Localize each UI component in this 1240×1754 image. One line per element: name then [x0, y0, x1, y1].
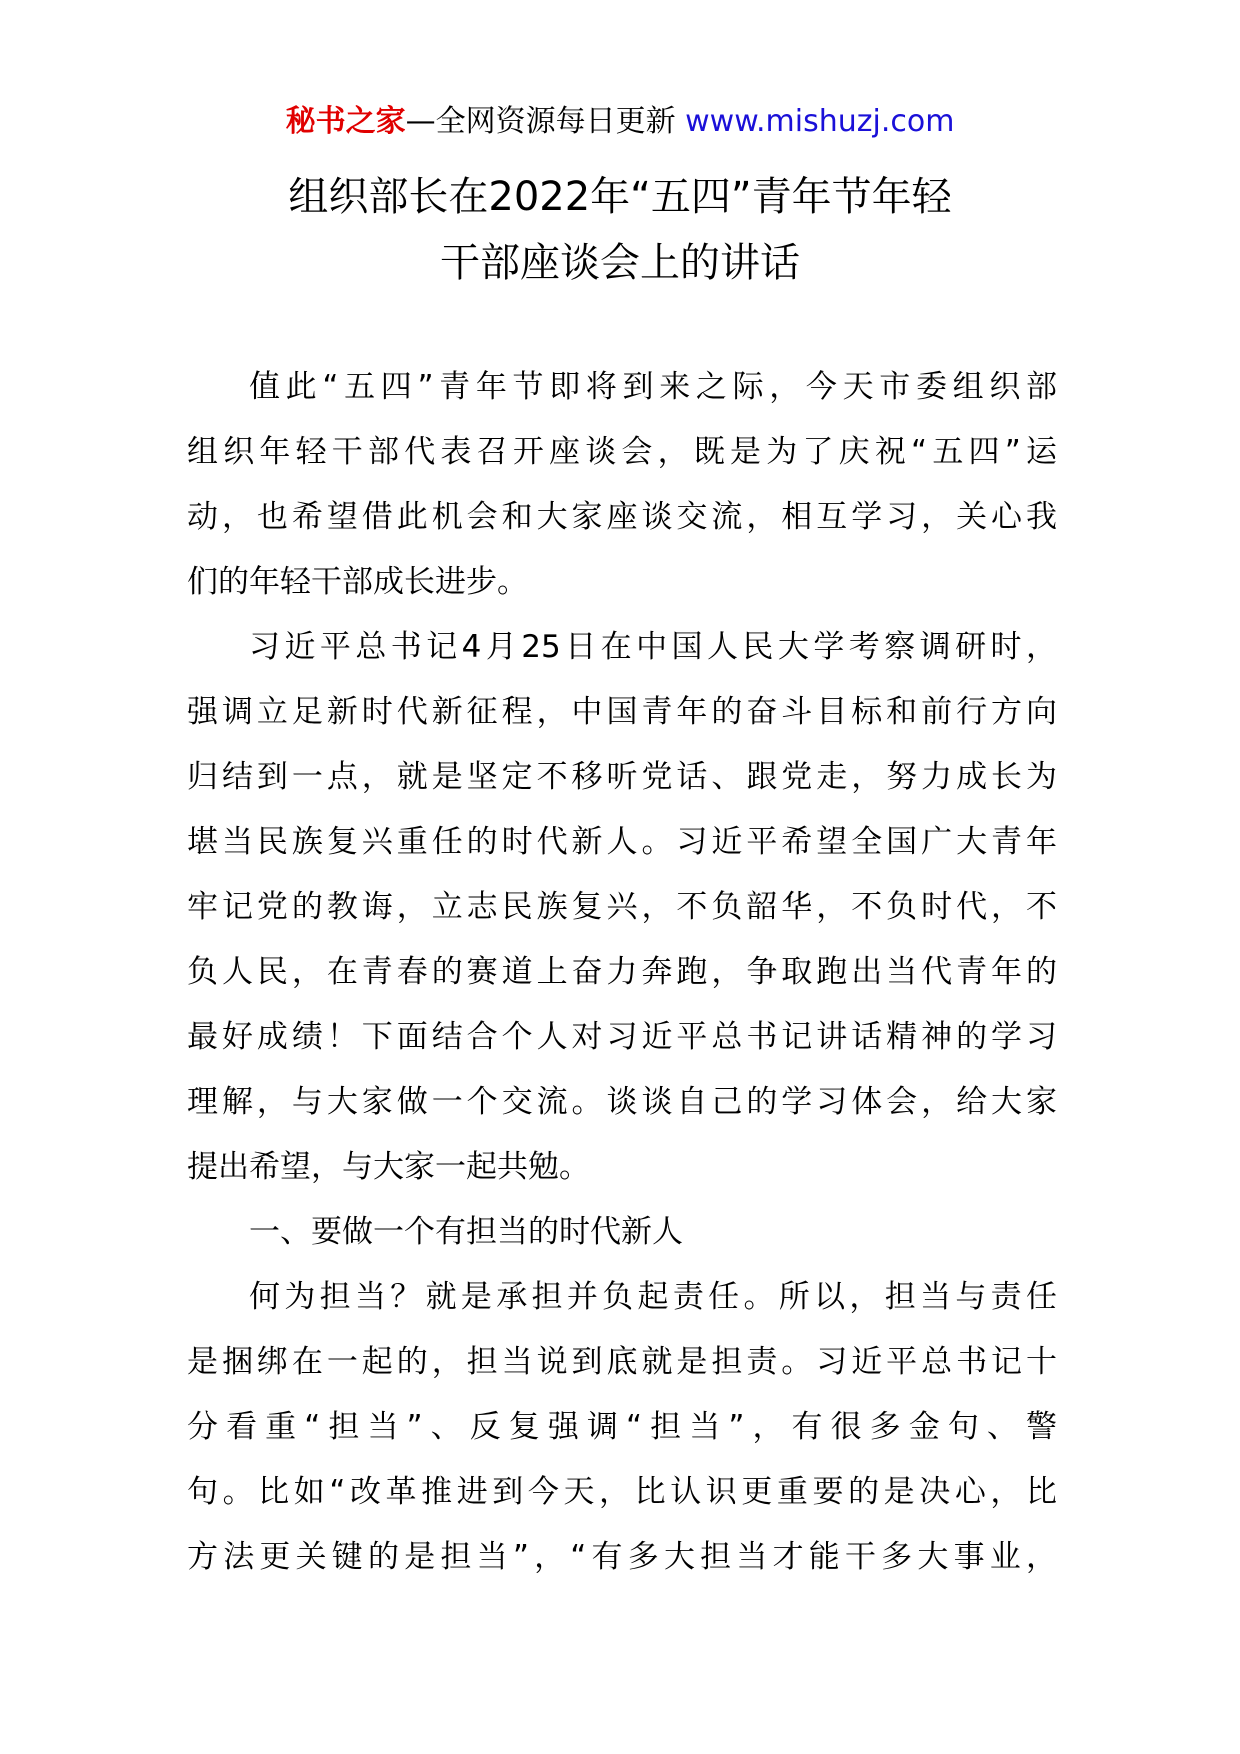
text-line: 分看重“担当”、反复强调“担当”，有很多金句、警 [187, 1409, 1057, 1445]
text-line: 归结到一点，就是坚定不移听党话、跟党走，努力成长为 [187, 759, 1057, 795]
text-line: 们的年轻干部成长进步。 [187, 564, 528, 600]
document-title [180, 164, 1060, 296]
text-line: 方法更关键的是担当”，“有多大担当才能干多大事业， [187, 1539, 1057, 1575]
header-tagline: —全网资源每日更新 [405, 104, 676, 139]
title-line-1: 组织部长在2022年“五四”青年节年轻 [288, 174, 952, 220]
section-heading [187, 1200, 1057, 1265]
text-line: 是捆绑在一起的，担当说到底就是担责。习近平总书记十 [187, 1344, 1057, 1380]
document-body [187, 355, 1057, 1590]
text-line: 何为担当？就是承担并负起责任。所以，担当与责任 [249, 1279, 1057, 1315]
site-header [0, 100, 1240, 144]
text-line: 堪当民族复兴重任的时代新人。习近平希望全国广大青年 [187, 824, 1057, 860]
text-line: 提出希望，与大家一起共勉。 [187, 1149, 590, 1185]
brand-name: 秘书之家 [285, 104, 406, 139]
title-line-2: 干部座谈会上的讲话 [440, 240, 800, 286]
heading-line: 一、要做一个有担当的时代新人 [249, 1214, 683, 1250]
text-line: 强调立足新时代新征程，中国青年的奋斗目标和前行方向 [187, 694, 1057, 730]
text-line: 理解，与大家做一个交流。谈谈自己的学习体会，给大家 [187, 1084, 1057, 1120]
text-line: 最好成绩！下面结合个人对习近平总书记讲话精神的学习 [187, 1019, 1057, 1055]
text-line: 句。比如“改革推进到今天，比认识更重要的是决心，比 [187, 1474, 1057, 1510]
paragraph-opening [187, 355, 1057, 615]
text-line: 值此“五四”青年节即将到来之际，今天市委组织部 [249, 369, 1057, 405]
text-line: 习近平总书记4月25日在中国人民大学考察调研时， [249, 629, 1057, 665]
text-line: 牢记党的教诲，立志民族复兴，不负韶华，不负时代，不 [187, 889, 1057, 925]
text-line: 组织年轻干部代表召开座谈会，既是为了庆祝“五四”运 [187, 434, 1057, 470]
text-line: 负人民，在青春的赛道上奋力奔跑，争取跑出当代青年的 [187, 954, 1057, 990]
paragraph-responsibility [187, 1265, 1057, 1590]
paragraph-xi-speech [187, 615, 1057, 1200]
text-line: 动，也希望借此机会和大家座谈交流，相互学习，关心我 [187, 499, 1057, 535]
site-url-link[interactable]: www.mishuzj.com [685, 104, 955, 139]
